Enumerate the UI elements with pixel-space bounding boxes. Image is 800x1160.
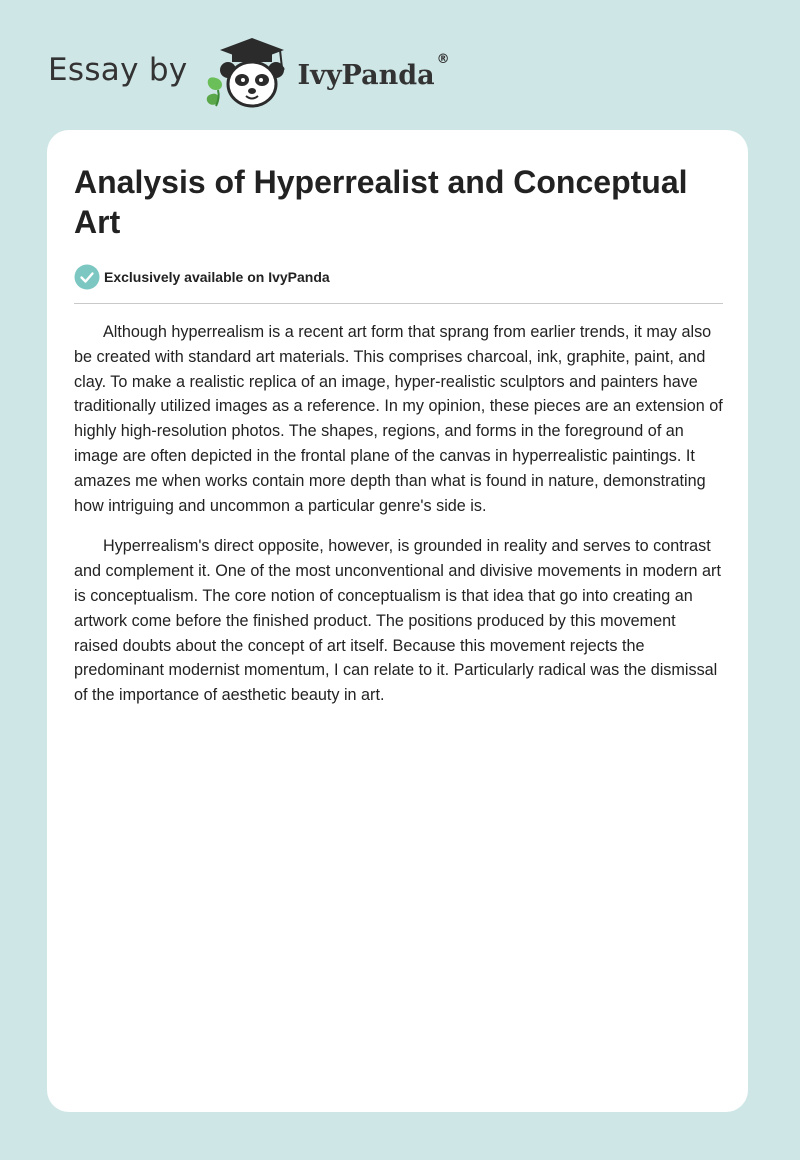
panda-graduate-icon (202, 34, 294, 110)
paragraph: Although hyperrealism is a recent art form that sprang from earlier trends, it may also be created with standard art materials. This comprises charcoal, ink, graphite, paint, and clay. To make a realistic replica of an image, hyper-realistic sculptors and painters have traditionally utilized images as a reference. In my opinion, these pieces are an extension of highly high-resolution photos. The shapes, regions, and forms in the foreground of an image are often depicted in the frontal plane of the canvas in hyperrealistic paintings. It amazes me when works contain more depth than what is found in nature, demonstrating how intriguing and uncommon a particular genre's side is. (74, 323, 723, 515)
exclusive-badge (74, 264, 330, 290)
registered-mark: ® (436, 51, 450, 67)
brand-header[interactable] (48, 34, 450, 110)
paragraph: Hyperrealism's direct opposite, however, is grounded in reality and serves to contrast and complement it. One of the most unconventional and divisive movements in modern art is conceptualism. The core notion of conceptualism is that idea that go into creating an artwork come before the finished product. The positions produced by this movement raised doubts about the concept of art itself. Because this movement rejects the predominant modernist momentum, I can relate to it. Particularly radical was the dismissal of the importance of aesthetic beauty in art. (74, 537, 721, 705)
exclusive-badge-text: Exclusively available on IvyPanda (104, 269, 330, 285)
divider (74, 303, 723, 304)
essay-card (47, 130, 748, 1112)
brand-prefix: Essay by (48, 52, 188, 88)
check-circle-icon (74, 264, 100, 290)
essay-body (74, 320, 724, 724)
brand-name: IvyPanda® (297, 51, 450, 91)
essay-title: Analysis of Hyperrealist and Conceptual Art (74, 164, 688, 240)
